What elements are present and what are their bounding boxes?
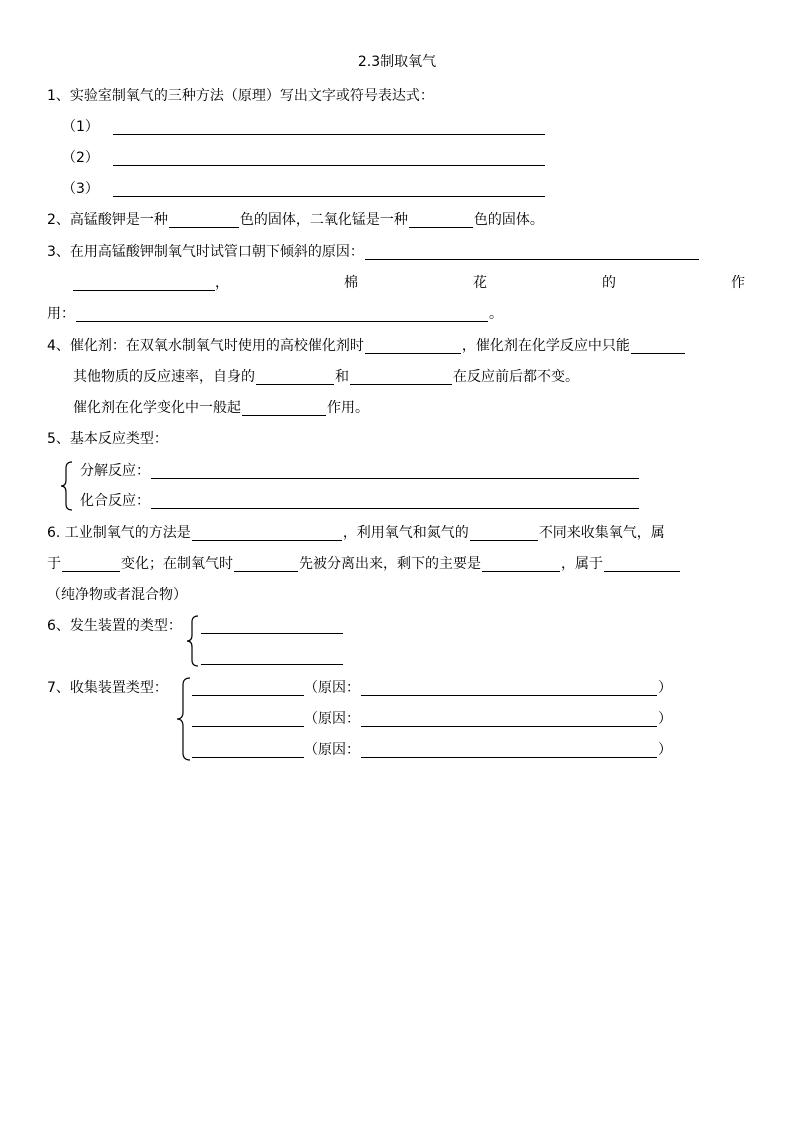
answer-blank[interactable]	[151, 494, 639, 509]
reason-blank[interactable]	[361, 681, 657, 696]
reaction-type-combination	[80, 493, 640, 509]
text: 分解反应：	[80, 463, 150, 479]
answer-blank[interactable]	[169, 213, 239, 228]
question-4-line-3	[73, 400, 369, 416]
collection-type-1	[192, 680, 672, 696]
reaction-type-decomposition	[80, 463, 640, 479]
question-1-text: 1、实验室制氧气的三种方法（原理）写出文字或符号表达式：	[47, 88, 434, 104]
text: 6. 工业制氧气的方法是	[47, 525, 191, 541]
answer-blank[interactable]	[365, 245, 699, 260]
text: 作用。	[327, 400, 369, 416]
text: 其他物质的反应速率，自身的	[73, 369, 255, 385]
answer-blank[interactable]	[604, 557, 680, 572]
text: ）	[658, 742, 672, 758]
text: 于	[47, 556, 61, 572]
question-6a-line-3	[47, 587, 187, 603]
text: 棉	[344, 275, 358, 291]
question-6b	[47, 618, 182, 634]
text: 7、收集装置类型：	[47, 680, 168, 696]
brace-icon	[186, 614, 200, 668]
question-5	[47, 431, 168, 447]
question-6a	[47, 525, 665, 541]
text: 的	[602, 275, 616, 291]
text: （纯净物或者混合物）	[47, 587, 187, 603]
answer-blank[interactable]	[151, 464, 639, 479]
question-6a-line-2	[47, 556, 681, 572]
text: 花	[473, 275, 487, 291]
text: 色的固体。	[473, 212, 544, 228]
text: ，利用氧气和氮气的	[342, 525, 469, 541]
answer-blank[interactable]	[409, 213, 473, 228]
text: （原因：	[304, 680, 360, 696]
item-label: （1）	[62, 119, 99, 135]
text: 2、高锰酸钾是一种	[47, 212, 168, 228]
answer-blank[interactable]	[192, 712, 304, 727]
text: 先被分离出来，剩下的主要是	[299, 556, 481, 572]
brace-icon	[60, 460, 74, 512]
answer-blank[interactable]	[113, 151, 545, 166]
text: ）	[658, 711, 672, 727]
question-4-line-2	[73, 369, 579, 385]
question-3-line-3	[47, 306, 503, 322]
answer-blank[interactable]	[113, 182, 545, 197]
text: ）	[658, 680, 672, 696]
question-1-item-2	[62, 150, 546, 166]
question-1-item-1	[62, 119, 546, 135]
answer-blank[interactable]	[234, 557, 298, 572]
text: （原因：	[304, 742, 360, 758]
question-1-item-3	[62, 181, 546, 197]
answer-blank[interactable]	[631, 339, 685, 354]
text: 变化；在制氧气时	[121, 556, 233, 572]
answer-blank[interactable]	[113, 120, 545, 135]
answer-blank[interactable]	[73, 276, 215, 291]
item-label: （2）	[62, 150, 99, 166]
page-title: 2.3制取氧气	[357, 54, 437, 70]
text: 不同来收集氧气，属	[538, 525, 665, 541]
text: 催化剂在化学变化中一般起	[73, 400, 241, 416]
text: ，	[215, 275, 229, 291]
answer-blank[interactable]	[201, 619, 343, 634]
generator-type-2	[201, 649, 343, 665]
text: 5、基本反应类型：	[47, 431, 168, 447]
question-3	[47, 244, 700, 260]
item-label: （3）	[62, 181, 99, 197]
text: 。	[489, 306, 503, 322]
collection-type-3	[192, 742, 672, 758]
question-1	[47, 88, 434, 104]
answer-blank[interactable]	[350, 370, 452, 385]
generator-type-1	[201, 618, 343, 634]
reason-blank[interactable]	[361, 743, 657, 758]
reason-blank[interactable]	[361, 712, 657, 727]
brace-icon	[176, 676, 192, 762]
answer-blank[interactable]	[242, 401, 326, 416]
question-7	[47, 680, 168, 696]
text: 和	[335, 369, 349, 385]
answer-blank[interactable]	[256, 370, 334, 385]
question-4	[47, 338, 686, 354]
text: 作	[731, 275, 745, 291]
answer-blank[interactable]	[470, 526, 538, 541]
text: ，催化剂在化学反应中只能	[461, 338, 630, 354]
text: 在反应前后都不变。	[453, 369, 579, 385]
answer-blank[interactable]	[482, 557, 560, 572]
text: 用：	[47, 306, 75, 322]
text: 化合反应：	[80, 493, 150, 509]
text: 4、催化剂：在双氧水制氧气时使用的高校催化剂时	[47, 338, 364, 354]
text: 3、在用高锰酸钾制氧气时试管口朝下倾斜的原因：	[47, 244, 364, 260]
answer-blank[interactable]	[62, 557, 120, 572]
question-3-line-2	[73, 275, 745, 291]
answer-blank[interactable]	[192, 743, 304, 758]
text: 6、发生装置的类型：	[47, 618, 182, 634]
answer-blank[interactable]	[192, 681, 304, 696]
text: （原因：	[304, 711, 360, 727]
text: ，属于	[561, 556, 603, 572]
answer-blank[interactable]	[76, 307, 488, 322]
answer-blank[interactable]	[365, 339, 461, 354]
answer-blank[interactable]	[192, 526, 342, 541]
answer-blank[interactable]	[201, 650, 343, 665]
collection-type-2	[192, 711, 672, 727]
text: 色的固体，二氧化锰是一种	[239, 212, 408, 228]
question-2	[47, 212, 544, 228]
